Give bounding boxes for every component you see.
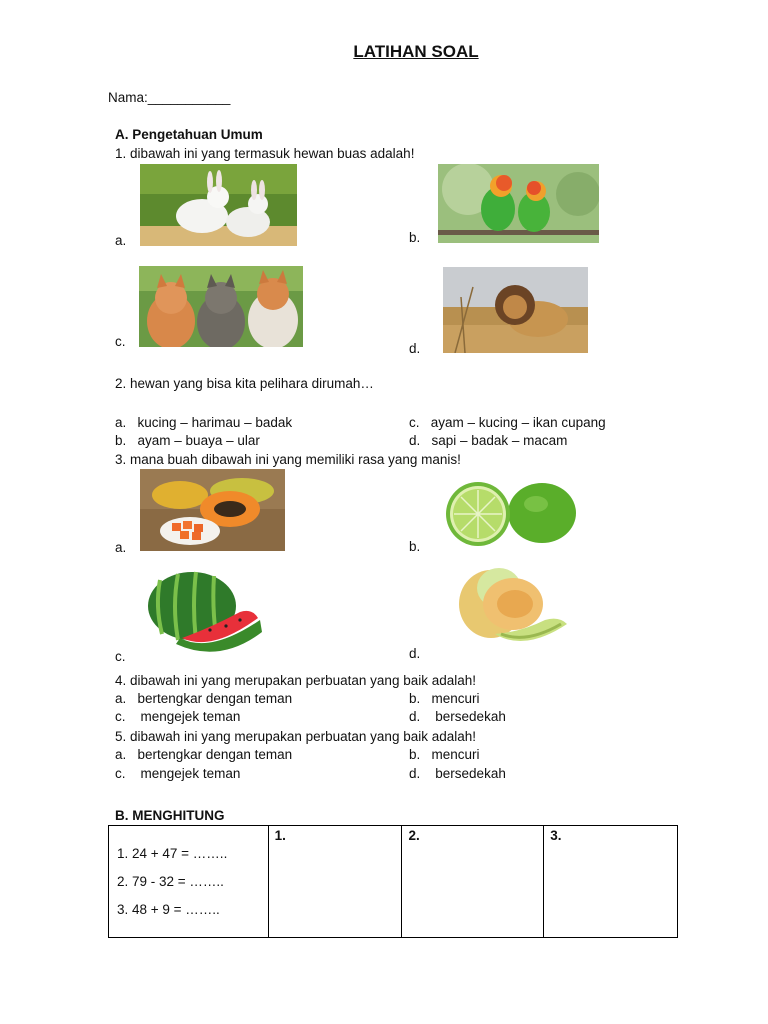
watermelon-image bbox=[140, 568, 265, 656]
papaya-image bbox=[140, 469, 285, 551]
answer-cell-2[interactable] bbox=[402, 826, 544, 938]
lion-image bbox=[443, 267, 588, 353]
q3-option-d: d. bbox=[409, 646, 421, 661]
q2-option-d: d. sapi – badak – macam bbox=[409, 433, 568, 448]
q5-option-c: c. mengejek teman bbox=[115, 766, 241, 781]
calculation-table bbox=[108, 825, 678, 938]
answer-header-2: 2. bbox=[408, 828, 420, 843]
lime-image bbox=[440, 476, 580, 550]
q2-option-c: c. ayam – kucing – ikan cupang bbox=[409, 415, 606, 430]
q3-option-b: b. bbox=[409, 539, 421, 554]
q3-option-a: a. bbox=[115, 540, 127, 555]
kittens-image bbox=[139, 266, 303, 347]
problem-2: 2. 79 - 32 = …….. bbox=[117, 874, 224, 889]
lovebirds-image bbox=[438, 164, 599, 243]
q5-option-a: a. bertengkar dengan teman bbox=[115, 747, 293, 762]
q4-option-c: c. mengejek teman bbox=[115, 709, 241, 724]
q1-option-a: a. bbox=[115, 233, 127, 248]
answer-header-1: 1. bbox=[274, 828, 286, 843]
question-5-text: 5. dibawah ini yang merupakan perbuatan yang baik adalah! bbox=[115, 729, 477, 744]
section-b-heading: B. MENGHITUNG bbox=[115, 808, 225, 823]
page-title: LATIHAN SOAL bbox=[353, 42, 479, 61]
question-2-text: 2. hewan yang bisa kita pelihara dirumah… bbox=[115, 376, 374, 391]
question-4-text: 4. dibawah ini yang merupakan perbuatan yang baik adalah! bbox=[115, 673, 477, 688]
problem-3: 3. 48 + 9 = …….. bbox=[117, 902, 220, 917]
question-3-text: 3. mana buah dibawah ini yang memiliki rasa yang manis! bbox=[115, 452, 461, 467]
melon-image bbox=[455, 564, 575, 656]
q5-option-b: b. mencuri bbox=[409, 747, 480, 762]
q1-option-c: c. bbox=[115, 334, 126, 349]
name-field-label: Nama:___________ bbox=[108, 90, 231, 105]
section-a-heading: A. Pengetahuan Umum bbox=[115, 127, 263, 142]
q4-option-a: a. bertengkar dengan teman bbox=[115, 691, 293, 706]
answer-cell-3[interactable] bbox=[544, 826, 678, 938]
rabbits-image bbox=[140, 164, 297, 246]
q5-option-d: d. bersedekah bbox=[409, 766, 506, 781]
q1-option-b: b. bbox=[409, 230, 421, 245]
problems-cell bbox=[109, 826, 269, 938]
answer-cell-1[interactable] bbox=[268, 826, 402, 938]
question-1-text: 1. dibawah ini yang termasuk hewan buas adalah! bbox=[115, 146, 415, 161]
answer-header-3: 3. bbox=[550, 828, 562, 843]
q1-option-d: d. bbox=[409, 341, 421, 356]
q2-option-b: b. ayam – buaya – ular bbox=[115, 433, 260, 448]
q4-option-b: b. mencuri bbox=[409, 691, 480, 706]
q2-option-a: a. kucing – harimau – badak bbox=[115, 415, 293, 430]
q4-option-d: d. bersedekah bbox=[409, 709, 506, 724]
problem-1: 1. 24 + 47 = …….. bbox=[117, 846, 228, 861]
q3-option-c: c. bbox=[115, 649, 126, 664]
